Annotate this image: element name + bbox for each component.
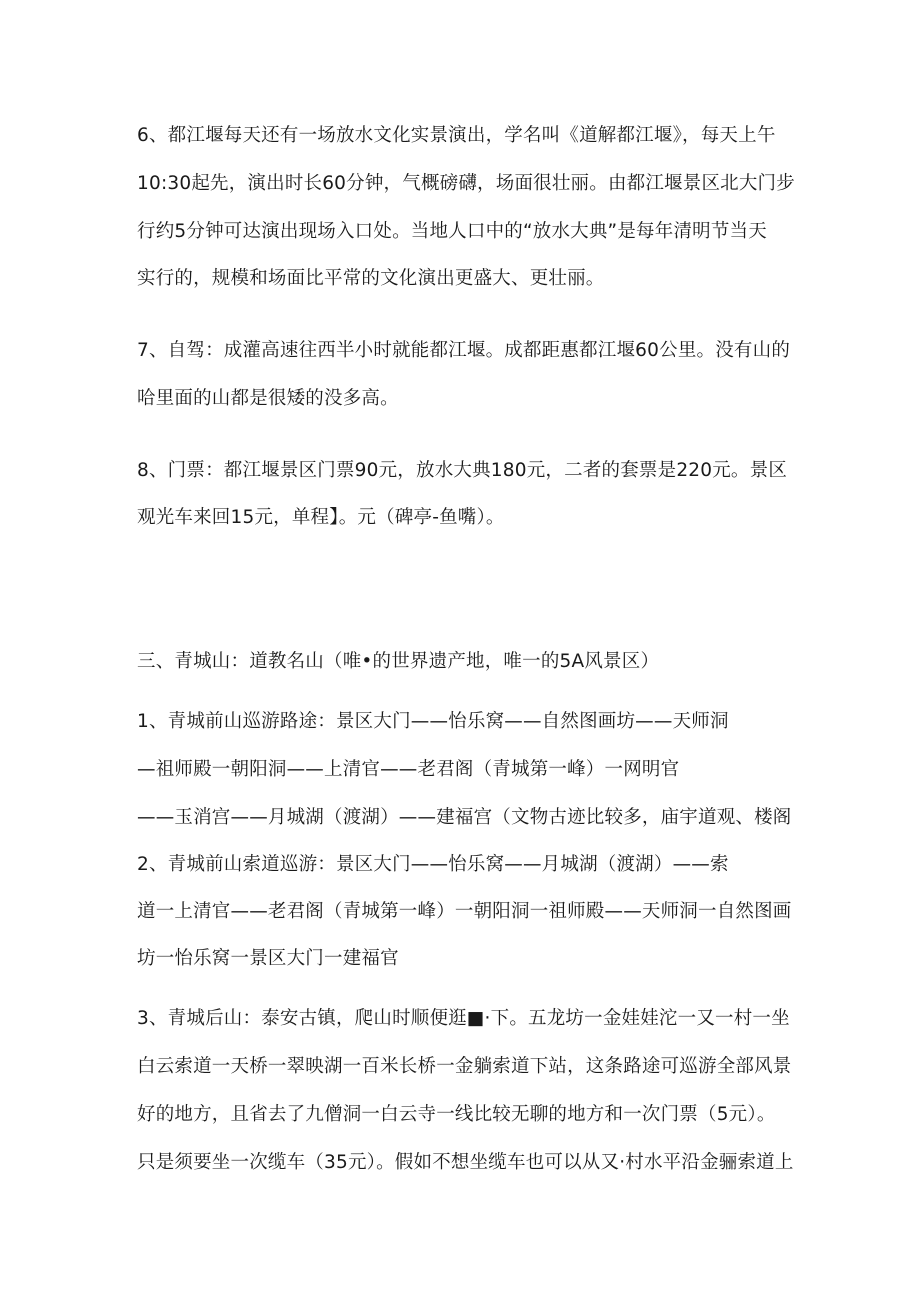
qingcheng-item-3-line-1: 3、青城后山：泰安古镇，爬山时顺便逛■·下。五龙坊一金娃娃沱一又一村一坐 <box>137 1008 790 1029</box>
paragraph-6-line-3: 行约5分钟可达演出现场入口处。当地人口中的“放水大典”是每年清明节当天 <box>137 221 767 242</box>
paragraph-8-line-2: 观光车来回15元，单程】。元（碑亭-鱼嘴）。 <box>137 507 505 528</box>
qingcheng-item-3-line-3: 好的地方，且省去了九僧洞一白云寺一线比较无聊的地方和一次门票（5元）。 <box>137 1104 776 1125</box>
qingcheng-item-3-line-4: 只是须要坐一次缆车（35元）。假如不想坐缆车也可以从又·村水平沿金骊索道上 <box>137 1152 794 1173</box>
paragraph-6-line-4: 实行的，规模和场面比平常的文化演出更盛大、更壮丽。 <box>137 268 605 289</box>
qingcheng-item-1-line-2: —祖师殿一朝阳洞——上清官——老君阁（青城第一峰）一网明官 <box>137 759 680 780</box>
qingcheng-item-2-line-1: 2、青城前山索道巡游：景区大门——怡乐窝——月城湖（渡湖）——索 <box>137 854 729 875</box>
paragraph-7-line-1: 7、自驾：成灌高速往西半小时就能都江堰。成都距惠都江堰60公里。没有山的 <box>137 340 791 361</box>
paragraph-8-line-1: 8、门票：都江堰景区门票90元，放水大典180元，二者的套票是220元。景区 <box>137 460 788 481</box>
section-heading-qingcheng: 三、青城山：道教名山（唯•的世界遗产地，唯一的5A风景区） <box>137 651 660 672</box>
qingcheng-item-3-line-2: 白云索道一天桥一翠映湖一百米长桥一金躺索道下站，这条路途可巡游全部风景 <box>137 1056 792 1077</box>
paragraph-6-line-2: 10:30起先，演出时长60分钟，气概磅礴，场面很壮丽。由都江堰景区北大门步 <box>137 173 795 194</box>
qingcheng-item-1-line-3: ——玉消宫——月城湖（渡湖）——建福宫（文物古迹比较多，庙宇道观、楼阁 <box>137 807 792 828</box>
qingcheng-item-1-line-1: 1、青城前山巡游路途：景区大门——怡乐窝——自然图画坊——天师洞 <box>137 711 729 732</box>
paragraph-7-line-2: 哈里面的山都是很矮的没多高。 <box>137 388 399 409</box>
paragraph-6-line-1: 6、都江堰每天还有一场放水文化实景演出，学名叫《道解都江堰》，每天上午 <box>137 125 776 146</box>
qingcheng-item-2-line-2: 道一上清官——老君阁（青城第一峰）一朝阳洞一祖师殿——天师洞一自然图画 <box>137 901 792 922</box>
qingcheng-item-2-line-3: 坊一怡乐窝一景区大门一建福官 <box>137 948 399 969</box>
